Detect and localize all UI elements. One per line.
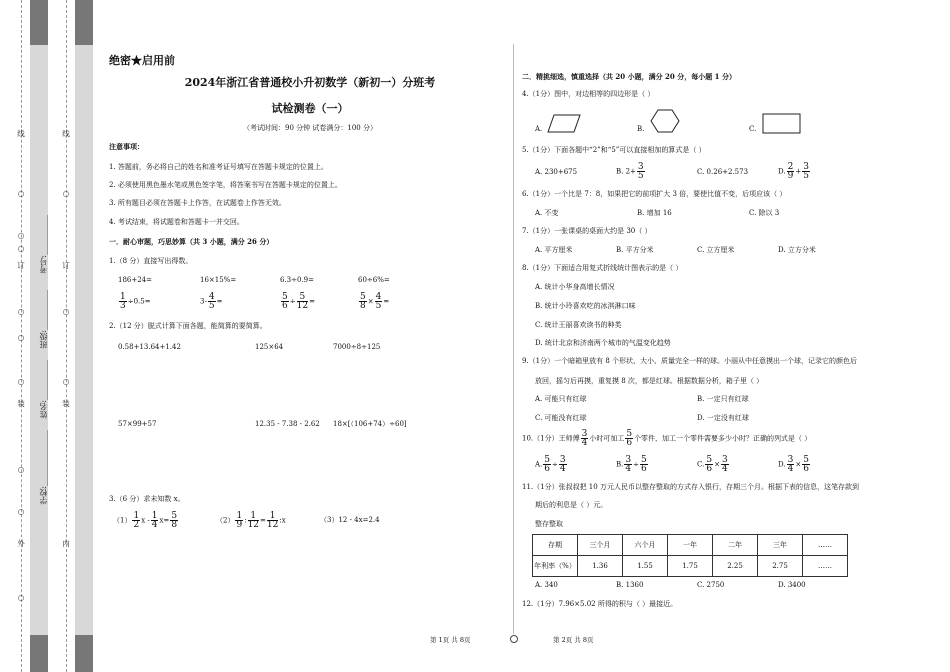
margin-inner-char-4: ○ [62,307,70,316]
q10-option-d: D. $\frac{3}{4}$ × $\frac{5}{6}$ [778,455,809,474]
name-label: 姓名:__________ [39,360,48,419]
q6-stem: 6.（1分）一个比是 7：8，如果把它的前项扩大 3 倍，要使比值不变，后项应该（ ） [522,190,787,198]
note-item: 1. 答题前，务必将自己的姓名和准考证号填写在答题卡规定的位置上。 [109,163,328,171]
margin-char-7: ○ [17,333,25,342]
q11-stem-line1: 11.（1分）张叔叔把 10 万元人民币以整存整取的方式存入银行，存期三个月。根据下表的信息，这笔存款到 [522,483,859,491]
part2-heading: 二．精挑细选，慎重选择（共 20 小题，满分 20 分，每小题 1 分） [522,72,736,81]
margin-char-13: 外 [17,539,25,548]
table-cell: 年利率（%） [533,556,578,577]
q7-option-a: A. 平方厘米 [535,246,573,254]
q6-option-b: B. 增加 16 [637,209,672,217]
exam-title: 2024年浙江省普通校小升初数学（新初一）分班考 [184,76,436,89]
table-cell: …… [803,535,848,556]
margin-bar-inner [75,0,93,672]
table-cell: 1.36 [578,556,623,577]
margin-char-2: ○ [17,189,25,198]
hexagon-shape [650,108,680,134]
margin-inner-char-1: 线 [62,129,70,138]
part1-heading: 一．耐心审题，巧思妙算（共 3 小题，满分 26 分） [109,237,274,246]
q10-option-a: A. $\frac{5}{6}$ ÷ $\frac{3}{4}$ [535,455,566,474]
margin-char-4: ○ [17,244,25,253]
margin-char-9: 装 [17,399,25,408]
table-cell: 一年 [668,535,713,556]
q5-option-d: D. $\frac{2}{9}$ + $\frac{3}{5}$ [778,162,809,181]
table-cell: 二年 [713,535,758,556]
margin-char-3: ○ [17,231,25,240]
table-cell: 1.55 [623,556,668,577]
exam-time-info: （考试时间：90 分钟 试卷满分：100 分） [243,124,377,132]
notes-heading: 注意事项： [109,142,144,151]
margin-char-5: 订 [17,261,25,270]
cut-line-inner [66,0,67,672]
page-number-right: 第 2页 共 8页 [553,636,594,644]
q3-equation-1: （1） $\frac{1}{2}$ x - $\frac{1}{4}$ x= $\frac{5}{8}$ [113,511,178,530]
q10-stem: 10.（1分）王师傅 $\frac{3}{4}$ 小时可加工 $\frac{5}{6}$ 个零件，加工一个零件需要多少小时？正确的列式是（ ） [522,429,812,448]
q9-stem-line1: 9.（1分）一个暗箱里放有 8 个形状、大小、质量完全一样的球。小丽从中任意摸出一个球，记录它的颜色后 [522,357,858,365]
note-item: 2. 必须使用黑色墨水笔或黑色签字笔，将答案书写在答题卡规定的位置上。 [109,181,342,189]
q5-option-b: B. 2+ $\frac{3}{5}$ [616,162,644,181]
q7-option-d: D. 立方分米 [778,246,816,254]
table-cell: 六个月 [623,535,668,556]
q1-fraction-item: $\frac{5}{8}$ × $\frac{4}{5}$ = [360,292,390,311]
q1-item: 186+24= [118,276,152,284]
q8-option-c: C. 统计王丽喜欢读书的种类 [535,321,622,329]
exam-subtitle: 试检测卷（一） [271,102,349,115]
table-row [533,535,848,556]
q7-option-c: C. 立方厘米 [697,246,735,254]
q11-option-c: C. 2750 [697,581,725,589]
q2-item: 7000÷8÷125 [333,343,381,351]
q8-option-a: A. 统计小华身高增长情况 [535,283,615,291]
q1-fraction-item: $\frac{1}{3}$ ÷0.5= [120,292,151,311]
q2-item: 0.58+13.64+1.42 [118,343,181,351]
q12-stem: 12.（1分）7.96×5.02 所得的积与（ ）最接近。 [522,600,678,608]
margin-char-8: ○ [17,377,25,386]
note-item: 4. 考试结束，将试题卷和答题卡一并交回。 [109,218,244,226]
q1-item: 6.3÷0.9= [280,276,314,284]
q1-item: 16×15%= [200,276,237,284]
q3-equation-2: （2） $\frac{1}{9}$ : $\frac{1}{12}$ = $\frac{1}{12}$ :x [216,511,286,530]
q4-option-a: A. [535,125,543,133]
q3-equation-3: （3）12 - 4x=2.4 [320,516,380,524]
q9-stem-line2: 放回，摇匀后再摸，重复摸 8 次，都是红球。根据数据分析，箱子里（ ） [535,377,764,385]
margin-inner-char-7: 内 [62,539,70,548]
q5-stem: 5.（1分）下面各题中“2”和“5”可以直接相加的算式是（ ） [522,146,706,154]
q9-option-b: B. 一定只有红球 [697,395,749,403]
q2-item: 12.35 - 7.38 - 2.62 [255,420,320,428]
q11-stem-line2: 期后的利息是（ ）元。 [535,501,608,509]
margin-char-11: ○ [17,507,25,516]
margin-inner-char-5: ○ [62,377,70,386]
exam-number-label: 考号:__________ [39,215,48,274]
q11-option-d: D. 3400 [778,581,806,589]
q1-item: 60÷6%= [358,276,390,284]
note-item: 3. 所有题目必须在答题卡上作答，在试题卷上作答无效。 [109,199,286,207]
page-divider [513,44,514,634]
q2-item: 125×64 [255,343,284,351]
q4-option-b: B. [637,125,645,133]
secret-mark: 绝密★启用前 [109,54,175,67]
trapezoid-shape [546,112,582,134]
q5-option-c: C. 0.26+2.573 [697,168,749,176]
q1-fraction-item: 3- $\frac{4}{5}$ = [200,292,223,311]
q8-stem: 8.（1分）下面适合用复式折线统计图表示的是（ ） [522,264,683,272]
table-cell: 1.75 [668,556,713,577]
page-number-left: 第 1页 共 8页 [430,636,471,644]
q7-option-b: B. 平方分米 [616,246,654,254]
q1-fraction-item: $\frac{5}{6}$ ÷ $\frac{5}{12}$ = [282,292,315,311]
table-cell: …… [803,556,848,577]
q9-option-a: A. 可能只有红球 [535,395,587,403]
q10-option-b: B. $\frac{3}{4}$ ÷ $\frac{5}{6}$ [616,455,647,474]
table-cell: 存期 [533,535,578,556]
q4-stem: 4.（1分）图中，对边相等的四边形是（ ） [522,90,655,98]
table-cell: 三个月 [578,535,623,556]
q10-option-c: C. $\frac{5}{6}$ × $\frac{3}{4}$ [697,455,728,474]
margin-char-10: ○ [17,465,25,474]
margin-inner-char-2: ○ [62,189,70,198]
q7-stem: 7.（1分）一张课桌的桌面大约是 30（ ） [522,227,652,235]
q5-option-a: A. 230+675 [535,168,578,176]
q2-item: 57×99+57 [118,420,157,428]
school-label: 学校:______________ [39,430,48,505]
q11-option-a: A. 340 [535,581,558,589]
margin-char-6: ○ [17,307,25,316]
rectangle-shape [762,113,802,135]
interest-rate-table [532,534,848,577]
margin-char-1: 线 [17,129,25,138]
q1-stem: 1.（8 分）直接写出得数。 [109,257,193,265]
margin-inner-char-3: 订 [62,261,70,270]
table-cell: 三年 [758,535,803,556]
q3-stem: 3.（6 分）求未知数 x。 [109,495,185,503]
table-cell: 2.25 [713,556,758,577]
margin-char-12: ○ [17,593,25,602]
q9-option-c: C. 可能没有红球 [535,414,587,422]
q2-item: 18×[（106+74）÷60] [333,420,407,428]
q6-option-a: A. 不变 [535,209,559,217]
q9-option-d: D. 一定没有红球 [697,414,749,422]
table-cell: 2.75 [758,556,803,577]
q8-option-b: B. 统计小玲喜欢吃的冰淇淋口味 [535,302,636,310]
table-row [533,556,848,577]
q4-option-c: C. [749,125,757,133]
center-circle-icon [510,635,518,643]
q11-table-title: 整存整取 [535,520,563,528]
class-label: 班级:__________ [39,290,48,349]
q2-stem: 2.（12 分）脱式计算下面各题，能简算的要简算。 [109,322,267,330]
q8-option-d: D. 统计北京和济南两个城市的气温变化趋势 [535,339,671,347]
q6-option-c: C. 除以 3 [749,209,780,217]
q11-option-b: B. 1360 [616,581,644,589]
margin-inner-char-6: 装 [62,399,70,408]
